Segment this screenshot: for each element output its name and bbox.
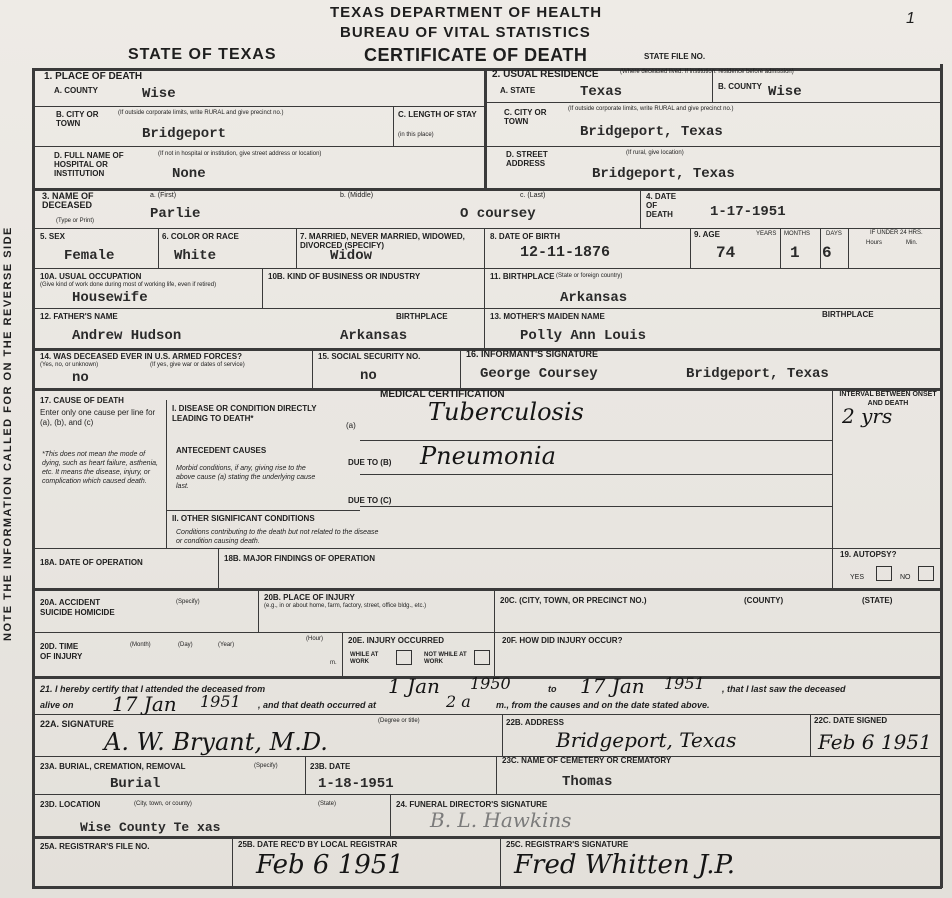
department-heading: TEXAS DEPARTMENT OF HEALTH <box>330 4 603 21</box>
divider <box>496 756 497 794</box>
mother-value: Polly Ann Louis <box>520 328 647 344</box>
divider <box>810 714 811 756</box>
divider <box>484 68 487 188</box>
cert-line2-c: m., from the causes and on the date stated above. <box>496 700 710 710</box>
occupation-note: (Give kind of work done during most of working life, even if retired) <box>40 282 217 288</box>
res-county-value: Wise <box>768 84 802 100</box>
pod-city-value: Bridgeport <box>142 126 227 142</box>
injury-month: (Month) <box>130 642 151 648</box>
while-at-work-label: WHILE AT WORK <box>350 652 379 665</box>
cause-note: Enter only one cause per line for (a), (b), and (c) <box>40 408 156 427</box>
last-name-label: c. (Last) <box>520 192 546 199</box>
location-value: Wise County Te xas <box>80 820 221 835</box>
director-signature: B. L. Hawkins <box>430 808 572 832</box>
divider <box>312 348 313 388</box>
divider <box>166 400 167 548</box>
injury-state-label: (STATE) <box>862 596 893 605</box>
physician-address: Bridgeport, Texas <box>556 728 737 752</box>
divider <box>460 348 461 388</box>
date-signed-label: 22C. DATE SIGNED <box>814 716 888 725</box>
res-street-label: D. STREET ADDRESS <box>506 150 548 168</box>
divider <box>393 106 394 146</box>
age-days-value: 6 <box>822 244 832 262</box>
cert-line2-b: , and that death occurred at <box>258 700 377 710</box>
autopsy-label: 19. AUTOPSY? <box>840 550 897 559</box>
days-label: DAYS <box>826 231 842 237</box>
race-label: 6. COLOR OR RACE <box>162 232 239 241</box>
not-at-work-label: NOT WHILE AT WORK <box>424 652 467 665</box>
birth-date-value: 12-11-1876 <box>520 244 611 261</box>
sex-label: 5. SEX <box>40 232 65 241</box>
ssn-label: 15. SOCIAL SECURITY NO. <box>318 352 421 361</box>
divider <box>258 588 259 632</box>
frame-bottom <box>32 886 942 889</box>
date-of-death-value: 1-17-1951 <box>710 204 786 220</box>
registrar-signature-label: 25C. REGISTRAR'S SIGNATURE <box>506 840 629 849</box>
business-label: 10B. KIND OF BUSINESS OR INDUSTRY <box>268 272 421 281</box>
birth-date-label: 8. DATE OF BIRTH <box>490 232 561 241</box>
marital-label: 7. MARRIED, NEVER MARRIED, WIDOWED, DIVORCED (SPECIFY) <box>300 232 465 250</box>
months-label: MONTHS <box>784 231 810 237</box>
date-received-label: 25B. DATE REC'D BY LOCAL REGISTRAR <box>238 840 398 849</box>
cause-label: 17. CAUSE OF DEATH <box>40 396 124 405</box>
bureau-heading: BUREAU OF VITAL STATISTICS <box>340 24 591 41</box>
injury-time-label: 20D. TIME OF INJURY <box>40 642 83 661</box>
cert-time: 2 a <box>446 692 471 711</box>
degree-label: (Degree or title) <box>378 718 420 724</box>
mother-birthplace-label: BIRTHPLACE <box>822 310 874 319</box>
stay-label: C. LENGTH OF STAY <box>398 110 477 119</box>
father-label: 12. FATHER'S NAME <box>40 312 118 321</box>
race-value: White <box>174 248 217 264</box>
occupation-label: 10A. USUAL OCCUPATION <box>40 272 142 281</box>
cert-line2-a: alive on <box>40 700 74 710</box>
father-birthplace-label: BIRTHPLACE <box>396 312 448 321</box>
divider <box>262 268 263 308</box>
divider <box>502 714 503 756</box>
divider <box>484 102 940 103</box>
op-findings-label: 18B. MAJOR FINDINGS OF OPERATION <box>224 554 375 563</box>
cause-note2: *This does not mean the mode of dying, such as heart failure, asthenia, etc. It means the disease, injury, or complication which caused death. <box>42 451 158 485</box>
frame-right <box>940 64 943 888</box>
divider <box>232 836 233 886</box>
state-heading: STATE OF TEXAS <box>128 46 277 63</box>
hospital-label: D. FULL NAME OF HOSPITAL OR INSTITUTION <box>54 151 124 178</box>
burial-value: Burial <box>110 776 161 792</box>
armed-note: (Yes, no, or unknown) <box>40 362 99 368</box>
divider <box>640 188 641 228</box>
line-a-label: (a) <box>346 421 356 430</box>
divider <box>32 228 940 229</box>
date-of-death-label: 4. DATE OF DEATH <box>646 192 677 219</box>
divider <box>390 794 391 836</box>
divider <box>820 228 821 268</box>
age-months-value: 1 <box>790 244 800 262</box>
res-street-value: Bridgeport, Texas <box>592 166 735 182</box>
director-label: 24. FUNERAL DIRECTOR'S SIGNATURE <box>396 800 548 809</box>
burial-date-value: 1-18-1951 <box>318 776 394 792</box>
medical-cert-title: MEDICAL CERTIFICATION <box>380 389 505 400</box>
usual-residence-label: 2. USUAL RESIDENCE <box>492 69 599 80</box>
state-file-label: STATE FILE NO. <box>644 52 706 61</box>
frame-left <box>32 68 35 888</box>
corner-mark: 1 <box>906 10 915 27</box>
part2-label: II. OTHER SIGNIFICANT CONDITIONS <box>172 514 315 523</box>
injury-city-label: 20C. (CITY, TOWN, OR PRECINCT NO.) <box>500 596 647 605</box>
residence-note: (Where deceased lived. If institution: residence before admission) <box>620 69 794 75</box>
hospital-value: None <box>172 166 206 182</box>
address-label: 22B. ADDRESS <box>506 718 564 727</box>
antecedent-label: ANTECEDENT CAUSES <box>176 446 267 455</box>
divider <box>848 228 849 268</box>
divider <box>32 548 940 549</box>
father-value: Andrew Hudson <box>72 328 182 344</box>
birthplace-value: Arkansas <box>560 290 628 306</box>
name-note: (Type or Print) <box>56 218 95 224</box>
due-to-b-label: DUE TO (B) <box>348 458 392 467</box>
pod-city-note: (If outside corporate limits, write RURAL and give precinct no.) <box>118 110 284 116</box>
cert-from-date: 1 Jan <box>388 674 440 698</box>
ssn-value: no <box>360 368 377 384</box>
reverse-side-note: NOTE THE INFORMATION CALLED FOR ON THE REVERSE SIDE <box>2 226 14 641</box>
minutes-label: Min. <box>906 240 918 246</box>
deceased-name-label: 3. NAME OF DECEASED <box>42 191 94 210</box>
armed-note2: (If yes, give war or dates of service) <box>150 362 245 368</box>
divider <box>305 756 306 794</box>
part1-label: I. DISEASE OR CONDITION DIRECTLY LEADING TO DEATH* <box>172 404 317 423</box>
first-name-label: a. (First) <box>150 192 177 199</box>
cert-year1: 1950 <box>470 674 511 693</box>
autopsy-no-label: NO <box>900 574 911 581</box>
cause-a-value: Tuberculosis <box>428 398 584 426</box>
armed-forces-label: 14. WAS DECEASED EVER IN U.S. ARMED FORCES? <box>40 352 242 361</box>
date-received-value: Feb 6 1951 <box>256 850 404 880</box>
cert-to-word: to <box>548 684 557 694</box>
registrar-signature: Fred Whitten J.P. <box>514 850 735 880</box>
last-name-value: O coursey <box>460 206 536 222</box>
injury-how-label: 20F. HOW DID INJURY OCCUR? <box>502 636 623 645</box>
birthplace-note: (State or foreign country) <box>556 273 623 279</box>
occupation-value: Housewife <box>72 290 148 306</box>
under24-label: IF UNDER 24 HRS. <box>870 230 923 236</box>
cemetery-value: Thomas <box>562 774 613 790</box>
injury-county-label: (COUNTY) <box>744 596 784 605</box>
age-years-value: 74 <box>716 244 736 262</box>
mother-label: 13. MOTHER'S MAIDEN NAME <box>490 312 605 321</box>
certificate-title: CERTIFICATE OF DEATH <box>364 45 588 65</box>
res-city-label: C. CITY OR TOWN <box>504 108 547 126</box>
cert-line1-b: , that I last saw the deceased <box>722 684 846 694</box>
pod-city-label: B. CITY OR TOWN <box>56 110 99 128</box>
divider <box>32 268 940 269</box>
hospital-note: (If not in hospital or institution, give street address or location) <box>158 151 322 157</box>
informant-address-value: Bridgeport, Texas <box>686 366 829 382</box>
cert-year2: 1951 <box>664 674 705 693</box>
autopsy-no-checkbox[interactable] <box>918 566 934 581</box>
divider <box>780 228 781 268</box>
divider <box>32 188 940 191</box>
due-to-c-label: DUE TO (C) <box>348 496 392 505</box>
birthplace-label: 11. BIRTHPLACE <box>490 272 555 281</box>
divider <box>166 510 360 511</box>
divider <box>32 146 940 147</box>
date-signed-value: Feb 6 1951 <box>818 730 932 754</box>
injury-year: (Year) <box>218 642 235 648</box>
divider <box>32 106 484 107</box>
stay-note: (in this place) <box>398 132 434 138</box>
divider <box>296 228 297 268</box>
physician-signature: A. W. Bryant, M.D. <box>104 728 328 756</box>
location-label: 23D. LOCATION <box>40 800 101 809</box>
pod-county-value: Wise <box>142 86 176 102</box>
divider <box>360 506 832 507</box>
cert-alive-date: 17 Jan <box>112 692 177 716</box>
divider <box>342 632 343 676</box>
hours-label: Hours <box>866 240 883 246</box>
armed-value: no <box>72 370 89 386</box>
divider <box>32 794 940 795</box>
burial-date-label: 23B. DATE <box>310 762 351 771</box>
divider <box>690 228 691 268</box>
divider <box>32 588 940 591</box>
location-note: (City, town, or county) <box>134 801 192 807</box>
divider <box>832 388 833 548</box>
divider <box>218 548 219 588</box>
cemetery-label: 23C. NAME OF CEMETERY OR CREMATORY <box>502 756 672 765</box>
accident-specify: (Specify) <box>176 599 200 605</box>
injury-place-label: 20B. PLACE OF INJURY <box>264 593 355 602</box>
divider <box>360 440 832 441</box>
divider <box>158 228 159 268</box>
accident-label: 20A. ACCIDENT SUICIDE HOMICIDE <box>40 598 115 617</box>
injury-place-note: (e.g., in or about home, farm, factory, street, office bldg., etc.) <box>264 603 427 609</box>
injury-occurred-label: 20E. INJURY OCCURRED <box>348 636 445 645</box>
injury-day: (Day) <box>178 642 193 648</box>
res-street-note: (If rural, give location) <box>626 150 684 156</box>
informant-label: 16. INFORMANT'S SIGNATURE <box>466 349 598 359</box>
interval-label: INTERVAL BETWEEN ONSET AND DEATH <box>839 391 937 407</box>
divider <box>360 474 832 475</box>
interval-value: 2 yrs <box>842 404 893 428</box>
res-state-value: Texas <box>580 84 623 100</box>
divider <box>500 836 501 886</box>
divider <box>484 228 485 268</box>
divider <box>32 308 940 309</box>
informant-value: George Coursey <box>480 366 598 382</box>
divider <box>32 756 940 757</box>
registrar-file-label: 25A. REGISTRAR'S FILE NO. <box>40 842 150 851</box>
while-at-work-checkbox[interactable] <box>396 650 412 665</box>
divider <box>32 836 940 839</box>
op-date-label: 18A. DATE OF OPERATION <box>40 558 143 567</box>
divider <box>832 548 833 588</box>
place-of-death-label: 1. PLACE OF DEATH <box>44 71 143 82</box>
not-at-work-checkbox[interactable] <box>474 650 490 665</box>
years-label: YEARS <box>756 231 777 237</box>
father-birthplace-value: Arkansas <box>340 328 408 344</box>
injury-hour: (Hour) <box>306 636 324 642</box>
cause-b-value: Pneumonia <box>420 442 556 470</box>
cert-year3: 1951 <box>200 692 241 711</box>
res-state-label: A. STATE <box>500 86 536 95</box>
first-name-value: Parlie <box>150 206 201 222</box>
autopsy-yes-checkbox[interactable] <box>876 566 892 581</box>
signature-label: 22A. SIGNATURE <box>40 719 114 729</box>
res-city-value: Bridgeport, Texas <box>580 124 723 140</box>
autopsy-yes-label: YES <box>850 574 865 581</box>
pod-county-label: A. COUNTY <box>54 86 98 95</box>
injury-m: m. <box>330 660 337 666</box>
age-label: 9. AGE <box>694 230 720 239</box>
res-city-note: (If outside corporate limits, write RURAL and give precinct no.) <box>568 106 734 112</box>
divider <box>32 632 940 633</box>
part2-note: Conditions contributing to the death but not related to the disease or condition causing death. <box>176 529 379 545</box>
middle-name-label: b. (Middle) <box>340 192 374 199</box>
marital-value: Widow <box>330 248 373 264</box>
burial-note: (Specify) <box>254 763 278 769</box>
antecedent-note: Morbid conditions, if any, giving rise to the above cause (a) stating the underlying cause last. <box>176 465 316 490</box>
burial-label: 23A. BURIAL, CREMATION, REMOVAL <box>40 762 186 771</box>
res-county-label: B. COUNTY <box>718 82 762 91</box>
sex-value: Female <box>64 248 115 264</box>
cert-to-date: 17 Jan <box>580 674 645 698</box>
cert-line1-a: 21. I hereby certify that I attended the deceased from <box>40 684 266 694</box>
location-state-note: (State) <box>318 801 337 807</box>
